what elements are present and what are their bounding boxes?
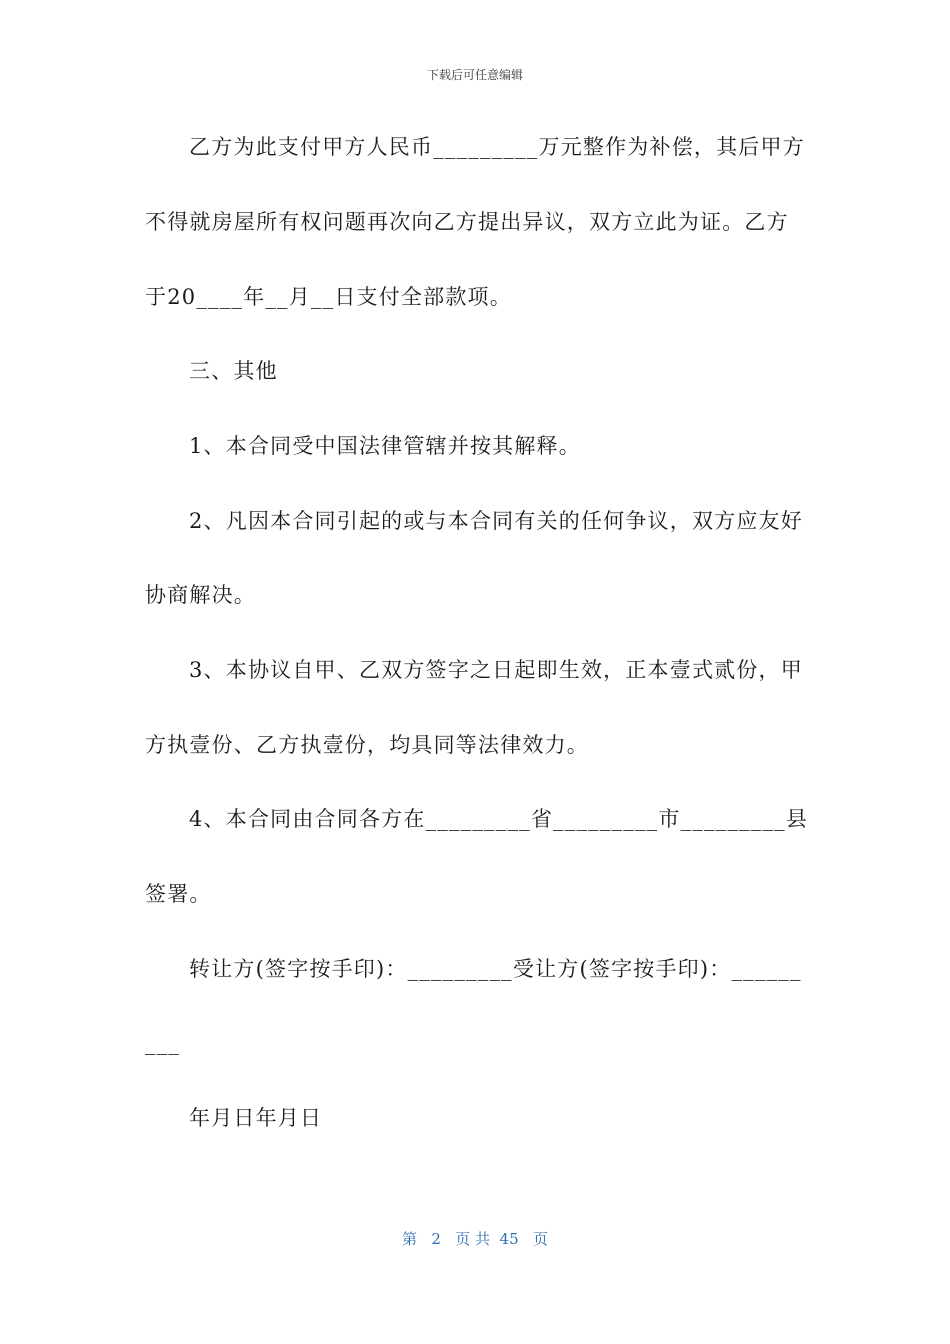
date-line: 年月日年月日 (189, 1106, 323, 1130)
page-header: 下载后可任意编辑 (426, 68, 523, 82)
footer-page-label: 第 (402, 1230, 418, 1248)
footer-page-suffix: 页 (532, 1230, 548, 1248)
paragraph-1-line-1: 乙方为此支付甲方人民币_________万元整作为补偿，其后甲方 (189, 135, 805, 159)
footer-page-number: 2 (431, 1230, 441, 1248)
clause-2-line-1: 2、凡因本合同引起的或与本合同有关的任何争议，双方应友好 (189, 509, 803, 533)
clause-3-line-1: 3、本协议自甲、乙双方签字之日起即生效，正本壹式贰份，甲 (189, 658, 803, 682)
clause-4-line-1: 4、本合同由合同各方在_________省_________市_________县 (189, 807, 809, 831)
clause-2-line-2: 协商解决。 (145, 583, 256, 607)
signature-line-2: ___ (145, 1031, 181, 1055)
signature-line-1: 转让方(签字按手印)：_________受让方(签字按手印)：______ (189, 957, 802, 981)
clause-4-line-2: 签署。 (145, 882, 212, 906)
clause-3-line-2: 方执壹份、乙方执壹份，均具同等法律效力。 (145, 733, 589, 757)
section-heading-other: 三、其他 (189, 359, 278, 383)
footer-page-total: 45 (499, 1230, 519, 1248)
paragraph-1-line-2: 不得就房屋所有权问题再次向乙方提出异议，双方立此为证。乙方 (145, 210, 789, 234)
page-footer (0, 1228, 950, 1249)
footer-total-label: 页 共 (455, 1230, 490, 1248)
paragraph-1-line-3: 于20____年__月__日支付全部款项。 (145, 285, 512, 309)
clause-1: 1、本合同受中国法律管辖并按其解释。 (189, 434, 581, 458)
